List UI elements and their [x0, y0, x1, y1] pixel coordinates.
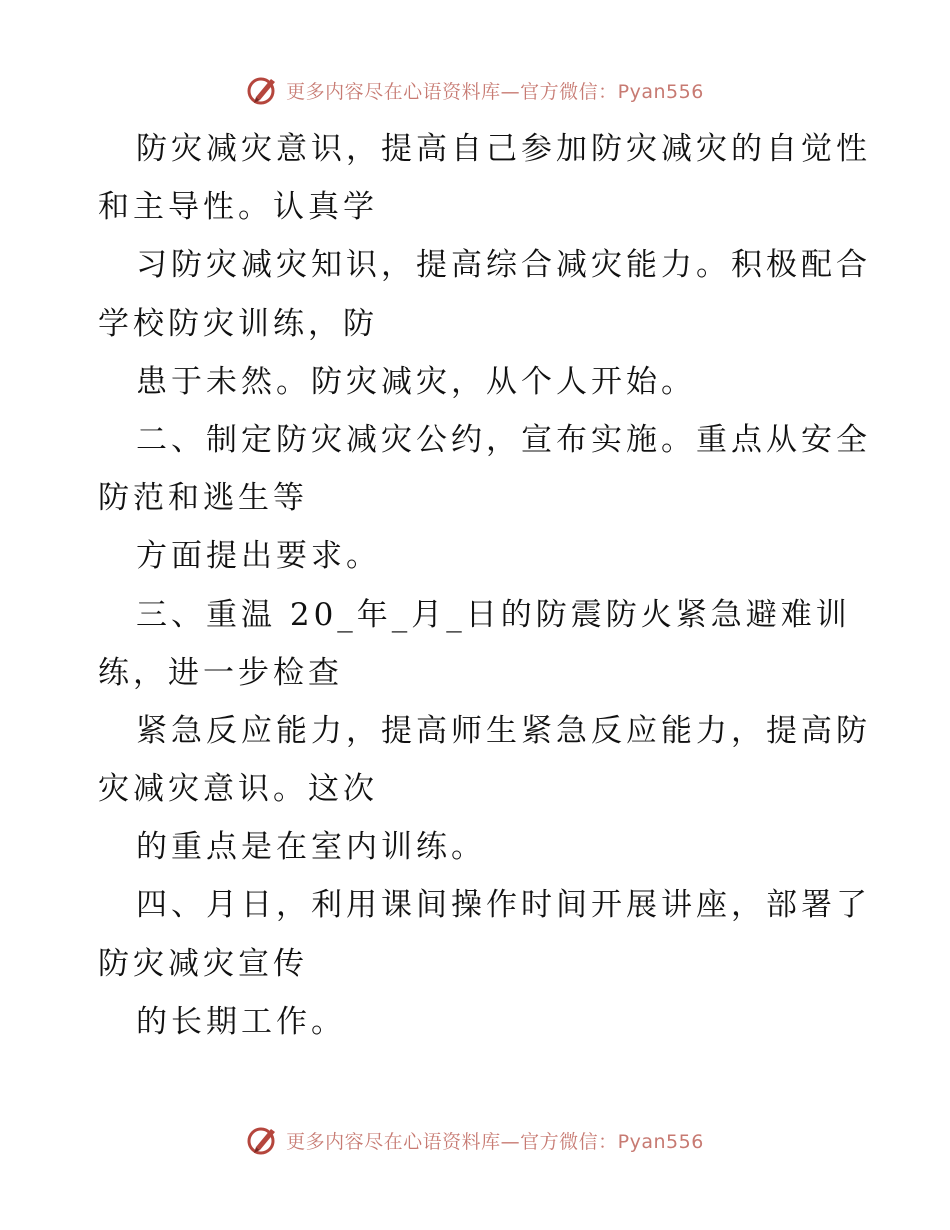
footer-watermark [0, 1120, 950, 1160]
text-line: 的长期工作。 [136, 1003, 346, 1040]
text-line: 方面提出要求。 [136, 538, 381, 575]
text-line: 学校防灾训练，防 [98, 305, 378, 342]
footer-watermark-text: 更多内容尽在心语资料库—官方微信：Pyan556 [286, 1130, 704, 1153]
text-line: 灾减灾意识。这次 [98, 771, 378, 808]
text-line: 和主导性。认真学 [98, 189, 378, 226]
text-line: 防范和逃生等 [98, 480, 308, 517]
text-line: 防灾减灾意识，提高自己参加防灾减灾的自觉性 [136, 131, 871, 167]
pen-logo-icon [246, 73, 280, 107]
text-line: 习防灾减灾知识，提高综合减灾能力。积极配合 [136, 247, 871, 284]
text-line: 三、重温 20_年_月_日的防震防火紧急避难训 [136, 596, 851, 633]
header-watermark-text: 更多内容尽在心语资料库—官方微信：Pyan556 [286, 80, 704, 103]
document-body [98, 120, 871, 1051]
text-line: 练，进一步检查 [98, 654, 343, 691]
text-line: 四、月日，利用课间操作时间开展讲座，部署了 [136, 887, 871, 924]
text-line: 患于未然。防灾减灾，从个人开始。 [136, 363, 696, 400]
text-line: 二、制定防灾减灾公约，宣布实施。重点从安全 [136, 421, 871, 458]
text-line: 紧急反应能力，提高师生紧急反应能力，提高防 [136, 712, 871, 749]
header-watermark [0, 70, 950, 110]
text-line: 的重点是在室内训练。 [136, 829, 486, 866]
pen-logo-icon [246, 1123, 280, 1157]
text-line: 防灾减灾宣传 [98, 945, 308, 982]
